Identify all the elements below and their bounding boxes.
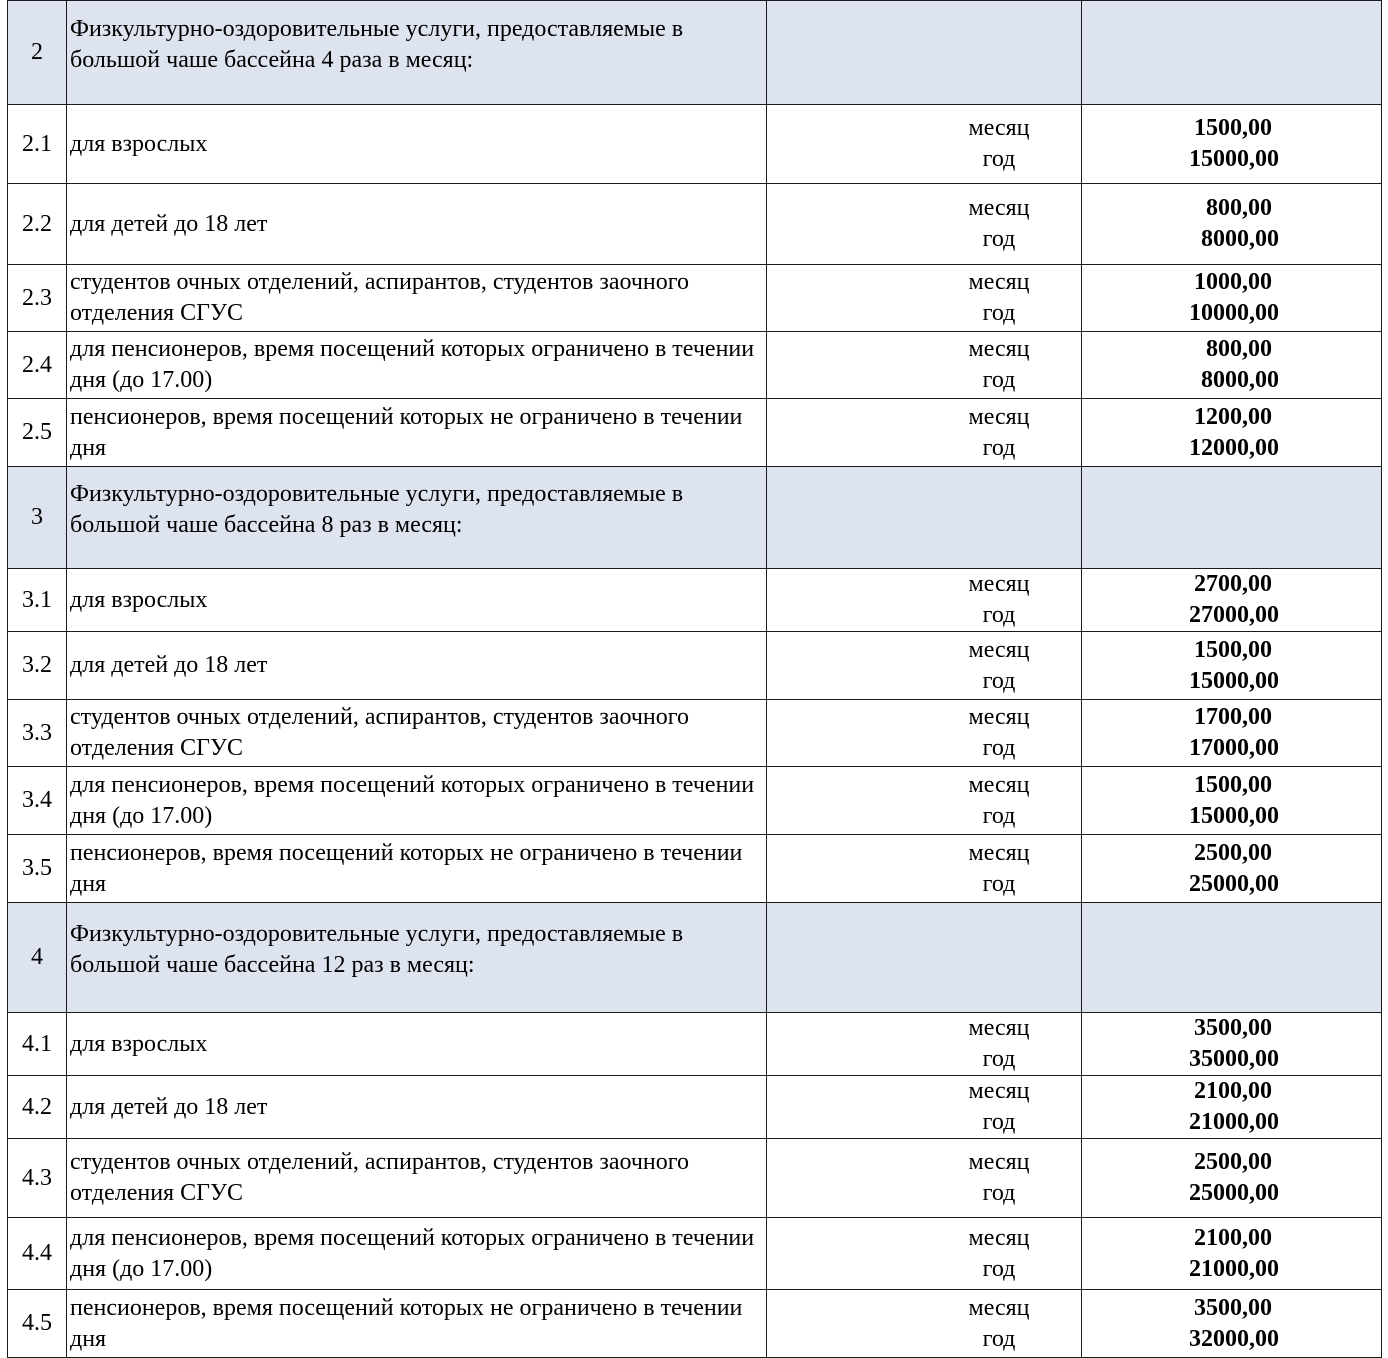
row-number-cell: 4.2 xyxy=(8,1076,67,1139)
unit-year: год xyxy=(982,602,1016,628)
row-number-cell: 2.1 xyxy=(8,105,67,184)
row-description-cell: для взрослых xyxy=(67,1013,767,1076)
unit-month: месяц xyxy=(968,336,1030,362)
row-unit-cell xyxy=(767,399,1082,467)
price-year: 10000,00 xyxy=(1189,300,1279,326)
section-header-row xyxy=(8,1,1382,105)
row-number-cell: 4.5 xyxy=(8,1290,67,1358)
row-price-cell xyxy=(1082,1218,1382,1290)
price-month: 2500,00 xyxy=(1194,839,1272,866)
price-year: 21000,00 xyxy=(1189,1109,1279,1135)
row-unit-cell xyxy=(767,569,1082,632)
unit-month: месяц xyxy=(968,115,1030,141)
section-number-cell: 2 xyxy=(8,1,67,105)
table-row xyxy=(8,569,1382,632)
price-month: 1500,00 xyxy=(1194,636,1272,663)
row-price-cell xyxy=(1082,569,1382,632)
row-description-cell: для пенсионеров, время посещений которых ограничено в течении дня (до 17.00) xyxy=(67,1218,767,1290)
row-unit-cell xyxy=(767,1139,1082,1218)
unit-year: год xyxy=(982,802,1016,829)
unit-year: год xyxy=(982,667,1016,694)
row-price-cell xyxy=(1082,1290,1382,1358)
row-description-cell: для детей до 18 лет xyxy=(67,184,767,265)
unit-year: год xyxy=(982,146,1016,172)
section-header-row xyxy=(8,903,1382,1013)
unit-year: год xyxy=(982,1109,1016,1135)
row-price-cell xyxy=(1082,1076,1382,1139)
price-table-body xyxy=(8,1,1382,1358)
row-number-cell: 3.5 xyxy=(8,835,67,903)
price-month: 2100,00 xyxy=(1194,1078,1272,1104)
unit-month: месяц xyxy=(968,771,1030,798)
row-unit-cell xyxy=(767,767,1082,835)
table-row xyxy=(8,1139,1382,1218)
price-month: 2700,00 xyxy=(1194,571,1272,597)
row-number-cell: 2.2 xyxy=(8,184,67,265)
row-unit-cell xyxy=(767,1218,1082,1290)
price-year: 25000,00 xyxy=(1189,1180,1279,1206)
unit-year: год xyxy=(982,870,1016,897)
price-year: 8000,00 xyxy=(1201,367,1279,393)
section-unit-cell xyxy=(767,467,1082,569)
row-unit-cell xyxy=(767,1013,1082,1076)
row-unit-cell xyxy=(767,184,1082,265)
table-row xyxy=(8,332,1382,399)
row-unit-cell xyxy=(767,1076,1082,1139)
row-number-cell: 4.4 xyxy=(8,1218,67,1290)
row-description-cell: студентов очных отделений, аспирантов, студентов заочного отделения СГУС xyxy=(67,265,767,332)
section-unit-cell xyxy=(767,1,1082,105)
price-year: 12000,00 xyxy=(1189,434,1279,461)
price-month: 800,00 xyxy=(1206,195,1272,221)
price-year: 32000,00 xyxy=(1189,1325,1279,1352)
price-month: 1200,00 xyxy=(1194,403,1272,430)
table-row xyxy=(8,265,1382,332)
row-price-cell xyxy=(1082,1139,1382,1218)
unit-month: месяц xyxy=(968,269,1030,295)
row-number-cell: 3.1 xyxy=(8,569,67,632)
table-row xyxy=(8,105,1382,184)
price-month: 1500,00 xyxy=(1194,115,1272,141)
price-year: 15000,00 xyxy=(1189,146,1279,172)
section-title-cell: Физкультурно-оздоровительные услуги, предоставляемые в большой чаше бассейна 12 раз в месяц: xyxy=(67,903,767,1013)
unit-month: месяц xyxy=(968,1078,1030,1104)
unit-year: год xyxy=(982,226,1016,252)
row-price-cell xyxy=(1082,399,1382,467)
row-price-cell xyxy=(1082,184,1382,265)
section-unit-cell xyxy=(767,903,1082,1013)
row-price-cell xyxy=(1082,700,1382,767)
row-price-cell xyxy=(1082,265,1382,332)
price-year: 27000,00 xyxy=(1189,602,1279,628)
price-month: 2500,00 xyxy=(1194,1149,1272,1175)
section-number-cell: 4 xyxy=(8,903,67,1013)
price-year: 25000,00 xyxy=(1189,870,1279,897)
row-number-cell: 3.4 xyxy=(8,767,67,835)
price-month: 2100,00 xyxy=(1194,1224,1272,1251)
table-row xyxy=(8,1290,1382,1358)
price-month: 800,00 xyxy=(1206,336,1272,362)
unit-year: год xyxy=(982,300,1016,326)
row-unit-cell xyxy=(767,265,1082,332)
unit-month: месяц xyxy=(968,1294,1030,1321)
section-header-row xyxy=(8,467,1382,569)
price-month: 1000,00 xyxy=(1194,269,1272,295)
unit-month: месяц xyxy=(968,403,1030,430)
unit-month: месяц xyxy=(968,704,1030,730)
unit-year: год xyxy=(982,1325,1016,1352)
unit-year: год xyxy=(982,1046,1016,1072)
row-description-cell: для детей до 18 лет xyxy=(67,632,767,700)
row-number-cell: 3.2 xyxy=(8,632,67,700)
row-unit-cell xyxy=(767,105,1082,184)
table-row xyxy=(8,632,1382,700)
table-row xyxy=(8,399,1382,467)
section-price-cell xyxy=(1082,467,1382,569)
unit-year: год xyxy=(982,1180,1016,1206)
price-year: 17000,00 xyxy=(1189,735,1279,761)
price-month: 3500,00 xyxy=(1194,1015,1272,1041)
row-price-cell xyxy=(1082,105,1382,184)
price-month: 1500,00 xyxy=(1194,771,1272,798)
price-month: 1700,00 xyxy=(1194,704,1272,730)
unit-year: год xyxy=(982,1255,1016,1282)
row-number-cell: 2.5 xyxy=(8,399,67,467)
unit-year: год xyxy=(982,735,1016,761)
row-number-cell: 4.3 xyxy=(8,1139,67,1218)
table-row xyxy=(8,700,1382,767)
row-description-cell: для пенсионеров, время посещений которых ограничено в течении дня (до 17.00) xyxy=(67,332,767,399)
row-unit-cell xyxy=(767,1290,1082,1358)
table-row xyxy=(8,184,1382,265)
row-unit-cell xyxy=(767,632,1082,700)
row-description-cell: пенсионеров, время посещений которых не ограничено в течении дня xyxy=(67,399,767,467)
row-price-cell xyxy=(1082,835,1382,903)
unit-year: год xyxy=(982,367,1016,393)
table-row xyxy=(8,767,1382,835)
row-description-cell: пенсионеров, время посещений которых не ограничено в течении дня xyxy=(67,835,767,903)
table-row xyxy=(8,1013,1382,1076)
section-title-cell: Физкультурно-оздоровительные услуги, предоставляемые в большой чаше бассейна 8 раз в месяц: xyxy=(67,467,767,569)
price-year: 15000,00 xyxy=(1189,802,1279,829)
price-year: 35000,00 xyxy=(1189,1046,1279,1072)
row-unit-cell xyxy=(767,835,1082,903)
unit-month: месяц xyxy=(968,195,1030,221)
unit-month: месяц xyxy=(968,839,1030,866)
table-row xyxy=(8,1218,1382,1290)
row-number-cell: 2.4 xyxy=(8,332,67,399)
row-description-cell: для взрослых xyxy=(67,105,767,184)
row-price-cell xyxy=(1082,332,1382,399)
row-number-cell: 4.1 xyxy=(8,1013,67,1076)
price-year: 15000,00 xyxy=(1189,667,1279,694)
table-row xyxy=(8,835,1382,903)
row-unit-cell xyxy=(767,332,1082,399)
price-year: 8000,00 xyxy=(1201,226,1279,252)
unit-month: месяц xyxy=(968,571,1030,597)
unit-year: год xyxy=(982,434,1016,461)
section-price-cell xyxy=(1082,1,1382,105)
price-month: 3500,00 xyxy=(1194,1294,1272,1321)
row-description-cell: для взрослых xyxy=(67,569,767,632)
row-number-cell: 2.3 xyxy=(8,265,67,332)
section-price-cell xyxy=(1082,903,1382,1013)
unit-month: месяц xyxy=(968,1149,1030,1175)
price-table xyxy=(7,0,1382,1358)
unit-month: месяц xyxy=(968,1224,1030,1251)
table-row xyxy=(8,1076,1382,1139)
row-price-cell xyxy=(1082,767,1382,835)
section-title-cell: Физкультурно-оздоровительные услуги, предоставляемые в большой чаше бассейна 4 раза в месяц: xyxy=(67,1,767,105)
row-description-cell: студентов очных отделений, аспирантов, студентов заочного отделения СГУС xyxy=(67,700,767,767)
unit-month: месяц xyxy=(968,1015,1030,1041)
unit-month: месяц xyxy=(968,636,1030,663)
section-number-cell: 3 xyxy=(8,467,67,569)
row-description-cell: студентов очных отделений, аспирантов, студентов заочного отделения СГУС xyxy=(67,1139,767,1218)
row-description-cell: для детей до 18 лет xyxy=(67,1076,767,1139)
row-description-cell: для пенсионеров, время посещений которых ограничено в течении дня (до 17.00) xyxy=(67,767,767,835)
price-year: 21000,00 xyxy=(1189,1255,1279,1282)
row-description-cell: пенсионеров, время посещений которых не ограничено в течении дня xyxy=(67,1290,767,1358)
row-price-cell xyxy=(1082,1013,1382,1076)
row-number-cell: 3.3 xyxy=(8,700,67,767)
row-unit-cell xyxy=(767,700,1082,767)
row-price-cell xyxy=(1082,632,1382,700)
